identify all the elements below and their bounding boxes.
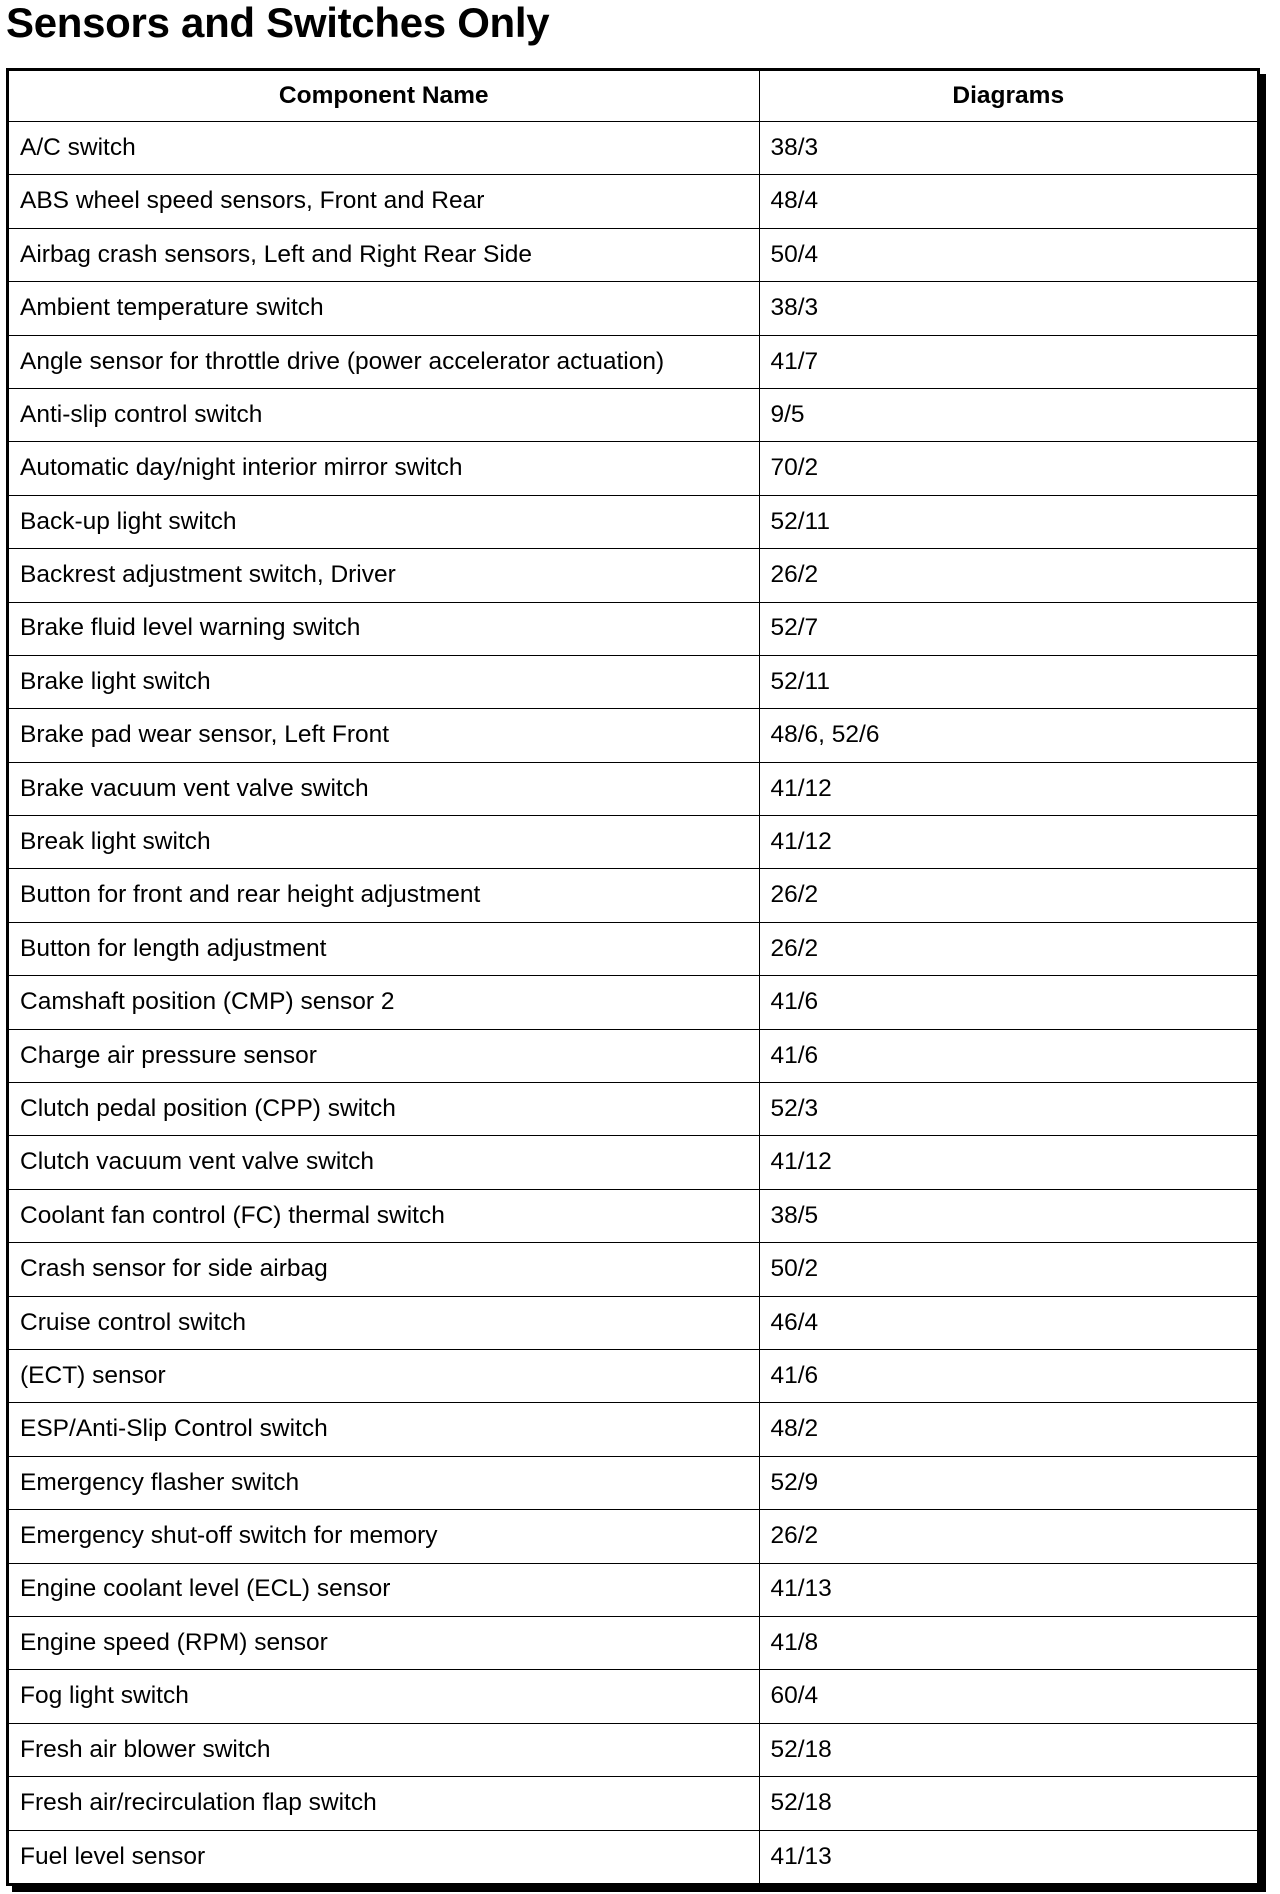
component-name-cell: Fuel level sensor <box>9 1830 759 1883</box>
table-row <box>9 495 1257 548</box>
diagrams-cell: 41/8 <box>759 1616 1257 1669</box>
table-row <box>9 1189 1257 1242</box>
diagrams-cell: 26/2 <box>759 922 1257 975</box>
component-name-cell: Emergency shut-off switch for memory <box>9 1510 759 1563</box>
component-name-cell: Clutch vacuum vent valve switch <box>9 1136 759 1189</box>
components-table-container <box>6 68 1260 1886</box>
component-name-cell: Coolant fan control (FC) thermal switch <box>9 1189 759 1242</box>
table-row <box>9 655 1257 708</box>
component-name-cell: Angle sensor for throttle drive (power accelerator actuation) <box>9 335 759 388</box>
diagrams-cell: 48/4 <box>759 175 1257 228</box>
component-name-cell: Automatic day/night interior mirror switch <box>9 442 759 495</box>
component-name-cell: ESP/Anti-Slip Control switch <box>9 1403 759 1456</box>
diagrams-cell: 26/2 <box>759 1510 1257 1563</box>
diagrams-cell: 41/13 <box>759 1563 1257 1616</box>
component-name-cell: Emergency flasher switch <box>9 1456 759 1509</box>
table-row <box>9 1029 1257 1082</box>
diagrams-cell: 52/18 <box>759 1723 1257 1776</box>
component-name-cell: Fog light switch <box>9 1670 759 1723</box>
table-row <box>9 549 1257 602</box>
diagrams-cell: 52/9 <box>759 1456 1257 1509</box>
table-row <box>9 175 1257 228</box>
component-name-cell: Button for length adjustment <box>9 922 759 975</box>
diagrams-cell: 9/5 <box>759 388 1257 441</box>
table-row <box>9 1830 1257 1883</box>
component-name-cell: Anti-slip control switch <box>9 388 759 441</box>
table-row <box>9 1243 1257 1296</box>
table-row <box>9 442 1257 495</box>
table-row <box>9 1616 1257 1669</box>
table-row <box>9 1510 1257 1563</box>
table-row <box>9 1136 1257 1189</box>
table-row <box>9 1723 1257 1776</box>
table-row <box>9 282 1257 335</box>
diagrams-cell: 46/4 <box>759 1296 1257 1349</box>
component-name-cell: (ECT) sensor <box>9 1349 759 1402</box>
diagrams-cell: 52/11 <box>759 495 1257 548</box>
component-name-cell: Backrest adjustment switch, Driver <box>9 549 759 602</box>
diagrams-cell: 60/4 <box>759 1670 1257 1723</box>
diagrams-cell: 38/5 <box>759 1189 1257 1242</box>
table-row <box>9 388 1257 441</box>
component-name-cell: Engine speed (RPM) sensor <box>9 1616 759 1669</box>
table-row <box>9 762 1257 815</box>
diagrams-cell: 26/2 <box>759 549 1257 602</box>
component-name-cell: Cruise control switch <box>9 1296 759 1349</box>
diagrams-cell: 52/7 <box>759 602 1257 655</box>
component-name-cell: Brake light switch <box>9 655 759 708</box>
table-row <box>9 1403 1257 1456</box>
component-name-cell: A/C switch <box>9 122 759 175</box>
diagrams-cell: 41/12 <box>759 816 1257 869</box>
table-row <box>9 922 1257 975</box>
component-name-cell: Button for front and rear height adjustment <box>9 869 759 922</box>
table-row <box>9 1670 1257 1723</box>
diagrams-cell: 70/2 <box>759 442 1257 495</box>
page-title: Sensors and Switches Only <box>6 0 550 46</box>
component-name-cell: Back-up light switch <box>9 495 759 548</box>
component-name-cell: Fresh air/recirculation flap switch <box>9 1777 759 1830</box>
component-name-cell: ABS wheel speed sensors, Front and Rear <box>9 175 759 228</box>
diagrams-cell: 41/12 <box>759 1136 1257 1189</box>
column-header-component-name: Component Name <box>9 71 759 122</box>
table-row <box>9 122 1257 175</box>
component-name-cell: Brake vacuum vent valve switch <box>9 762 759 815</box>
component-name-cell: Camshaft position (CMP) sensor 2 <box>9 976 759 1029</box>
component-name-cell: Crash sensor for side airbag <box>9 1243 759 1296</box>
table-row <box>9 816 1257 869</box>
diagrams-cell: 41/6 <box>759 1349 1257 1402</box>
diagrams-cell: 50/4 <box>759 228 1257 281</box>
diagrams-cell: 38/3 <box>759 122 1257 175</box>
component-name-cell: Airbag crash sensors, Left and Right Rear Side <box>9 228 759 281</box>
diagrams-cell: 41/6 <box>759 1029 1257 1082</box>
component-name-cell: Charge air pressure sensor <box>9 1029 759 1082</box>
table-header-row <box>9 71 1257 122</box>
component-name-cell: Brake fluid level warning switch <box>9 602 759 655</box>
table-row <box>9 1083 1257 1136</box>
table-row <box>9 335 1257 388</box>
component-name-cell: Fresh air blower switch <box>9 1723 759 1776</box>
table-row <box>9 709 1257 762</box>
components-table <box>9 71 1257 1883</box>
diagrams-cell: 41/6 <box>759 976 1257 1029</box>
component-name-cell: Ambient temperature switch <box>9 282 759 335</box>
column-header-diagrams: Diagrams <box>759 71 1257 122</box>
component-name-cell: Engine coolant level (ECL) sensor <box>9 1563 759 1616</box>
diagrams-cell: 41/12 <box>759 762 1257 815</box>
table-row <box>9 228 1257 281</box>
diagrams-cell: 50/2 <box>759 1243 1257 1296</box>
table-row <box>9 976 1257 1029</box>
table-row <box>9 602 1257 655</box>
table-row <box>9 1456 1257 1509</box>
table-row <box>9 1296 1257 1349</box>
diagrams-cell: 41/7 <box>759 335 1257 388</box>
diagrams-cell: 52/3 <box>759 1083 1257 1136</box>
diagrams-cell: 48/2 <box>759 1403 1257 1456</box>
diagrams-cell: 41/13 <box>759 1830 1257 1883</box>
table-row <box>9 1563 1257 1616</box>
diagrams-cell: 52/18 <box>759 1777 1257 1830</box>
table-row <box>9 1349 1257 1402</box>
diagrams-cell: 26/2 <box>759 869 1257 922</box>
diagrams-cell: 48/6, 52/6 <box>759 709 1257 762</box>
component-name-cell: Brake pad wear sensor, Left Front <box>9 709 759 762</box>
table-body <box>9 122 1257 1884</box>
table-row <box>9 1777 1257 1830</box>
component-name-cell: Break light switch <box>9 816 759 869</box>
component-name-cell: Clutch pedal position (CPP) switch <box>9 1083 759 1136</box>
diagrams-cell: 38/3 <box>759 282 1257 335</box>
table-row <box>9 869 1257 922</box>
diagrams-cell: 52/11 <box>759 655 1257 708</box>
